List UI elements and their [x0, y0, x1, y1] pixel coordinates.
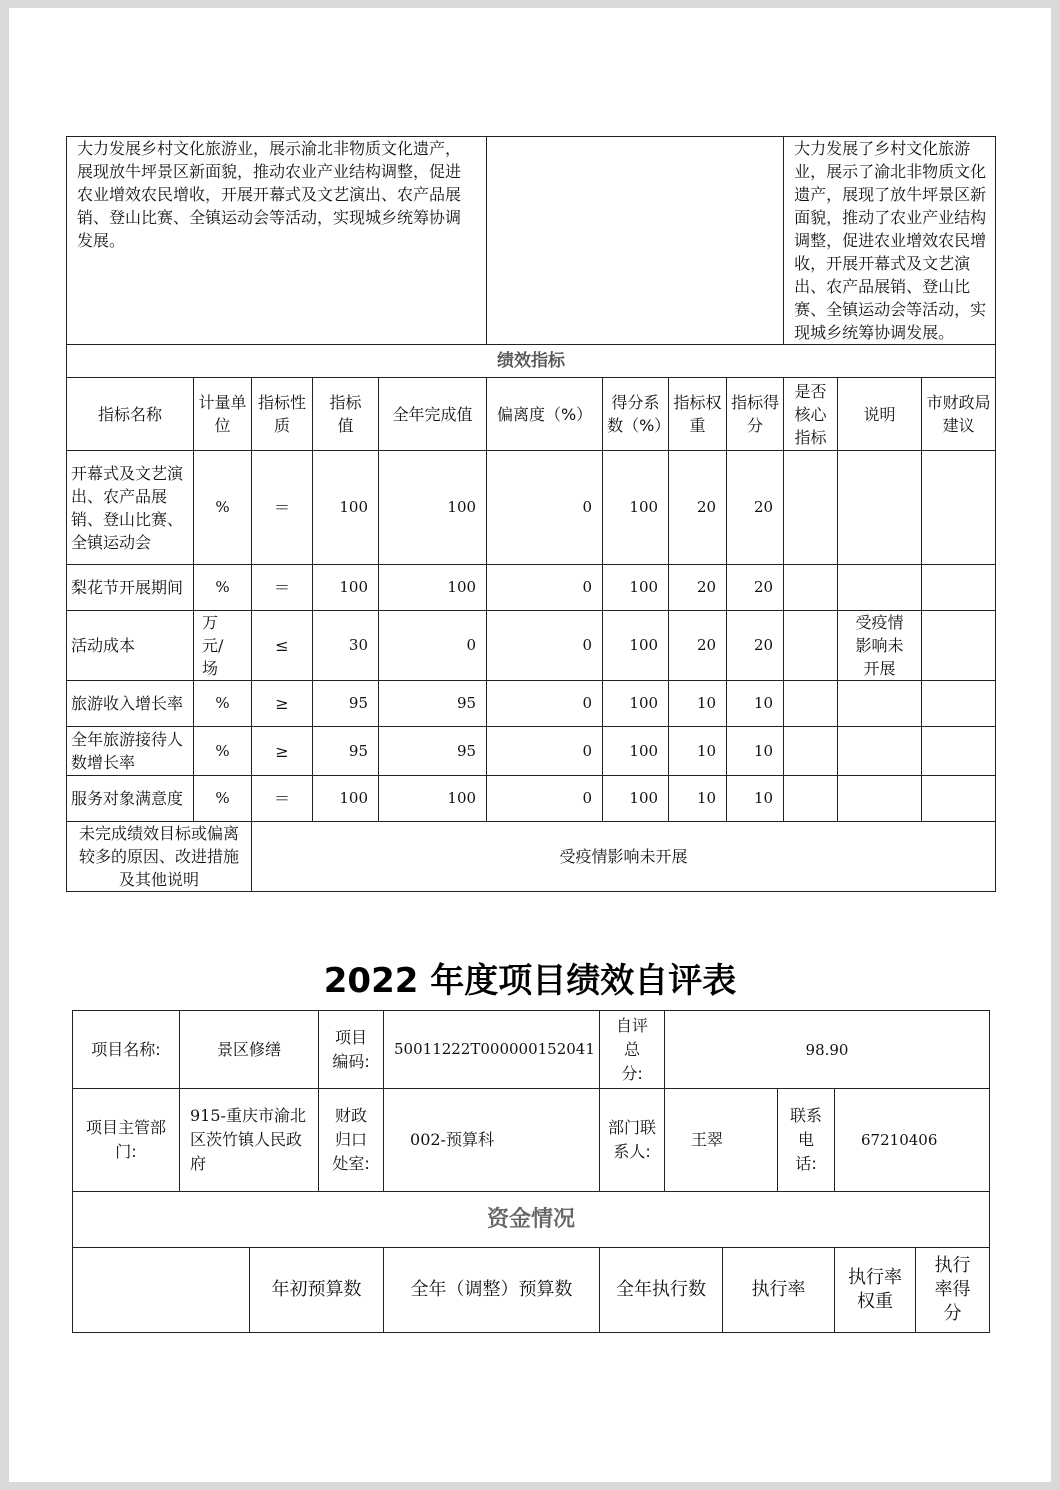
- self-score-value: 98.90: [665, 1011, 990, 1089]
- phone-value: 67210406: [835, 1089, 990, 1192]
- funds-header-rate-score: 执行率得分: [916, 1248, 990, 1333]
- funds-header-initial-budget: 年初预算数: [250, 1248, 384, 1333]
- page-title: 2022 年度项目绩效自评表: [323, 961, 737, 1001]
- header-unit: 计量单位: [194, 378, 252, 451]
- indicator-nature: ＝: [252, 565, 313, 611]
- table-row: [67, 565, 996, 611]
- indicator-nature: ≥: [252, 727, 313, 776]
- indicator-target: 100: [313, 451, 379, 565]
- indicator-core: [784, 565, 838, 611]
- finance-office-value: 002-预算科: [384, 1089, 600, 1192]
- contact-label: 部门联系人:: [600, 1089, 665, 1192]
- table-row: [67, 611, 996, 681]
- funds-header-blank: [73, 1248, 250, 1333]
- indicator-weight: 20: [669, 611, 727, 681]
- indicator-note: [838, 776, 922, 822]
- header-deviation: 偏离度（%）: [487, 378, 603, 451]
- indicator-deviation: 0: [487, 727, 603, 776]
- indicator-weight: 10: [669, 776, 727, 822]
- table-row: [67, 776, 996, 822]
- self-score-label: 自评总分:: [600, 1011, 665, 1089]
- funds-header-rate-weight: 执行率权重: [835, 1248, 916, 1333]
- indicator-advice: [922, 776, 996, 822]
- indicator-actual: 0: [379, 611, 487, 681]
- indicator-unit: %: [194, 451, 252, 565]
- contact-value: 王翠: [665, 1089, 778, 1192]
- indicator-advice: [922, 681, 996, 727]
- indicator-score: 20: [727, 565, 784, 611]
- indicator-deviation: 0: [487, 451, 603, 565]
- indicator-coefficient: 100: [603, 451, 669, 565]
- header-advice: 市财政局建议: [922, 378, 996, 451]
- indicator-coefficient: 100: [603, 565, 669, 611]
- indicator-nature: ≤: [252, 611, 313, 681]
- indicator-unit: %: [194, 565, 252, 611]
- indicator-nature: ＝: [252, 451, 313, 565]
- indicator-deviation: 0: [487, 565, 603, 611]
- indicator-weight: 10: [669, 727, 727, 776]
- indicator-nature: ≥: [252, 681, 313, 727]
- indicator-weight: 20: [669, 565, 727, 611]
- indicator-unit: %: [194, 681, 252, 727]
- result-description: 大力发展了乡村文化旅游业，展示了渝北非物质文化遗产，展现了放牛坪景区新面貌，推动了农业产业结构调整，促进农业增效农民增收，开展开幕式及文艺演出、农产品展销、登山比赛、全镇运动会等活动，实现城乡统筹协调发展。: [784, 137, 996, 345]
- indicator-score: 20: [727, 451, 784, 565]
- middle-description: [487, 137, 784, 345]
- indicator-target: 100: [313, 565, 379, 611]
- table-row: [67, 681, 996, 727]
- phone-label: 联系电话:: [778, 1089, 835, 1192]
- indicator-coefficient: 100: [603, 727, 669, 776]
- indicator-note: [838, 681, 922, 727]
- indicator-target: 100: [313, 776, 379, 822]
- indicator-deviation: 0: [487, 681, 603, 727]
- indicator-core: [784, 451, 838, 565]
- header-note: 说明: [838, 378, 922, 451]
- indicator-actual: 95: [379, 727, 487, 776]
- indicator-target: 95: [313, 727, 379, 776]
- table-row: [67, 451, 996, 565]
- funds-section-title: 资金情况: [73, 1192, 990, 1248]
- indicator-core: [784, 611, 838, 681]
- indicator-name: 旅游收入增长率: [67, 681, 194, 727]
- indicator-note: [838, 451, 922, 565]
- indicator-advice: [922, 451, 996, 565]
- indicator-note: [838, 565, 922, 611]
- indicator-core: [784, 727, 838, 776]
- target-description: 大力发展乡村文化旅游业，展示渝北非物质文化遗产，展现放牛坪景区新面貌，推动农业产业结构调整，促进农业增效农民增收，开展开幕式及文艺演出、农产品展销、登山比赛、全镇运动会等活动，实现城乡统筹协调发展。: [67, 137, 487, 345]
- indicator-weight: 20: [669, 451, 727, 565]
- indicator-deviation: 0: [487, 611, 603, 681]
- header-actual: 全年完成值: [379, 378, 487, 451]
- indicator-advice: [922, 727, 996, 776]
- header-target: 指标值: [313, 378, 379, 451]
- dept-label: 项目主管部门:: [73, 1089, 180, 1192]
- header-core: 是否核心指标: [784, 378, 838, 451]
- indicator-core: [784, 776, 838, 822]
- funds-header-row: [73, 1248, 990, 1333]
- indicator-actual: 100: [379, 565, 487, 611]
- indicator-nature: ＝: [252, 776, 313, 822]
- project-name-label: 项目名称:: [73, 1011, 180, 1089]
- indicator-note: 受疫情影响未开展: [838, 611, 922, 681]
- unfinished-reason-label: 未完成绩效目标或偏离较多的原因、改进措施及其他说明: [67, 822, 252, 892]
- performance-section-title: 绩效指标: [67, 345, 996, 378]
- header-weight: 指标权重: [669, 378, 727, 451]
- indicator-score: 20: [727, 611, 784, 681]
- document-page: [9, 8, 1051, 1482]
- indicator-coefficient: 100: [603, 611, 669, 681]
- indicator-core: [784, 681, 838, 727]
- header-coefficient: 得分系数（%）: [603, 378, 669, 451]
- indicator-score: 10: [727, 776, 784, 822]
- indicator-score: 10: [727, 727, 784, 776]
- performance-table: [66, 136, 996, 892]
- indicator-name: 开幕式及文艺演出、农产品展销、登山比赛、全镇运动会: [67, 451, 194, 565]
- project-code-label: 项目编码:: [319, 1011, 384, 1089]
- header-nature: 指标性质: [252, 378, 313, 451]
- indicator-coefficient: 100: [603, 681, 669, 727]
- header-indicator-name: 指标名称: [67, 378, 194, 451]
- finance-office-label: 财政归口处室:: [319, 1089, 384, 1192]
- indicator-unit: %: [194, 727, 252, 776]
- indicator-advice: [922, 565, 996, 611]
- indicator-unit: %: [194, 776, 252, 822]
- project-code-value: 50011222T000000152041: [384, 1011, 600, 1089]
- performance-header-row: [67, 378, 996, 451]
- project-info-table: [72, 1010, 990, 1333]
- funds-header-executed: 全年执行数: [600, 1248, 723, 1333]
- indicator-actual: 100: [379, 451, 487, 565]
- table-row: [67, 727, 996, 776]
- indicator-actual: 100: [379, 776, 487, 822]
- indicator-target: 95: [313, 681, 379, 727]
- indicator-weight: 10: [669, 681, 727, 727]
- indicator-unit: 万元/场: [194, 611, 252, 681]
- indicator-advice: [922, 611, 996, 681]
- indicator-name: 服务对象满意度: [67, 776, 194, 822]
- indicator-name: 全年旅游接待人数增长率: [67, 727, 194, 776]
- funds-header-adjusted-budget: 全年（调整）预算数: [384, 1248, 600, 1333]
- indicator-name: 活动成本: [67, 611, 194, 681]
- unfinished-reason-value: 受疫情影响未开展: [252, 822, 996, 892]
- indicator-score: 10: [727, 681, 784, 727]
- indicator-coefficient: 100: [603, 776, 669, 822]
- dept-value: 915-重庆市渝北区茨竹镇人民政府: [180, 1089, 319, 1192]
- indicator-actual: 95: [379, 681, 487, 727]
- indicator-note: [838, 727, 922, 776]
- funds-header-execution-rate: 执行率: [723, 1248, 835, 1333]
- indicator-target: 30: [313, 611, 379, 681]
- indicator-name: 梨花节开展期间: [67, 565, 194, 611]
- header-score: 指标得分: [727, 378, 784, 451]
- indicator-deviation: 0: [487, 776, 603, 822]
- project-name-value: 景区修缮: [180, 1011, 319, 1089]
